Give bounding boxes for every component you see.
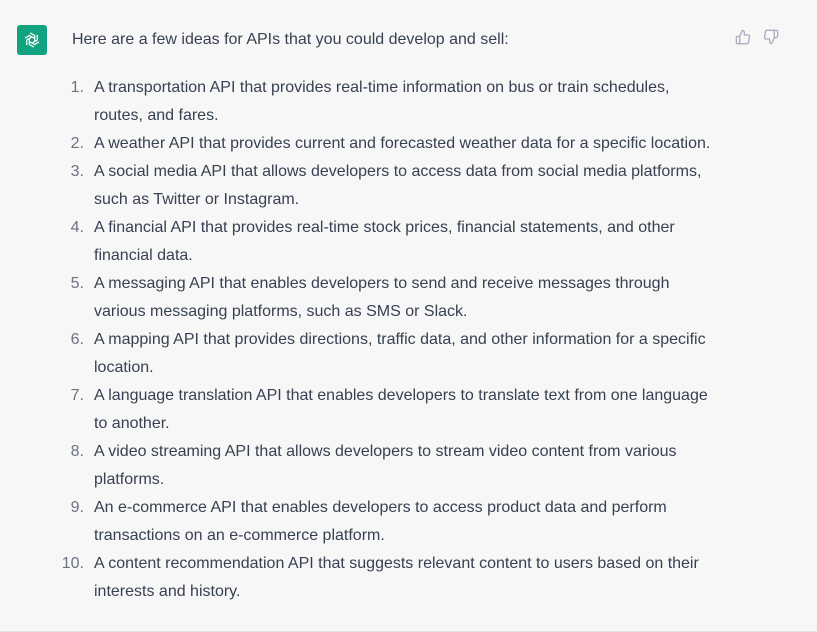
- list-item-text: A social media API that allows developers to access data from social media platforms, such as Twitter or Instagram.: [94, 163, 702, 208]
- list-item: [60, 158, 720, 214]
- list-item-text: A messaging API that enables developers to send and receive messages through various messaging platforms, such as SMS or Slack.: [94, 275, 670, 320]
- list-item-number: 7.: [70, 387, 84, 404]
- list-item-text: A video streaming API that allows developers to stream video content from various platforms.: [94, 443, 677, 488]
- list-item-text: A content recommendation API that suggests relevant content to users based on their interests and history.: [94, 555, 699, 600]
- list-item-text: An e-commerce API that enables developers to access product data and perform transactions on an e-commerce platform.: [94, 499, 667, 544]
- list-item-number: 1.: [70, 79, 84, 96]
- list-item: [60, 74, 720, 130]
- list-item-text: A financial API that provides real-time stock prices, financial statements, and other financial data.: [94, 219, 675, 264]
- list-item-number: 8.: [70, 443, 84, 460]
- list-item-text: A mapping API that provides directions, traffic data, and other information for a specific location.: [94, 331, 706, 376]
- assistant-avatar: [17, 25, 47, 55]
- list-item-number: 6.: [70, 331, 84, 348]
- message-intro: Here are a few ideas for APIs that you could develop and sell:: [72, 31, 509, 48]
- list-item-text: A weather API that provides current and forecasted weather data for a specific location.: [94, 135, 711, 152]
- thumbs-down-button[interactable]: [763, 29, 779, 45]
- feedback-buttons: [735, 29, 779, 45]
- list-item: [60, 326, 720, 382]
- list-item-number: 5.: [70, 275, 84, 292]
- thumbs-up-icon: [735, 29, 751, 45]
- list-item-number: 9.: [70, 499, 84, 516]
- list-item: [60, 550, 720, 606]
- openai-logo-icon: [22, 30, 42, 50]
- list-item: [60, 438, 720, 494]
- list-item-text: A language translation API that enables developers to translate text from one language to another.: [94, 387, 708, 432]
- list-item: [60, 494, 720, 550]
- list-item-text: A transportation API that provides real-time information on bus or train schedules, routes, and fares.: [94, 79, 670, 124]
- api-ideas-list: [60, 74, 720, 606]
- list-item-number: 4.: [70, 219, 84, 236]
- list-item: [60, 130, 720, 158]
- thumbs-up-button[interactable]: [735, 29, 751, 45]
- list-item-number: 3.: [70, 163, 84, 180]
- list-item-number: 10.: [61, 555, 84, 572]
- list-item: [60, 214, 720, 270]
- list-item: [60, 270, 720, 326]
- list-item-number: 2.: [70, 135, 84, 152]
- list-item: [60, 382, 720, 438]
- thumbs-down-icon: [763, 29, 779, 45]
